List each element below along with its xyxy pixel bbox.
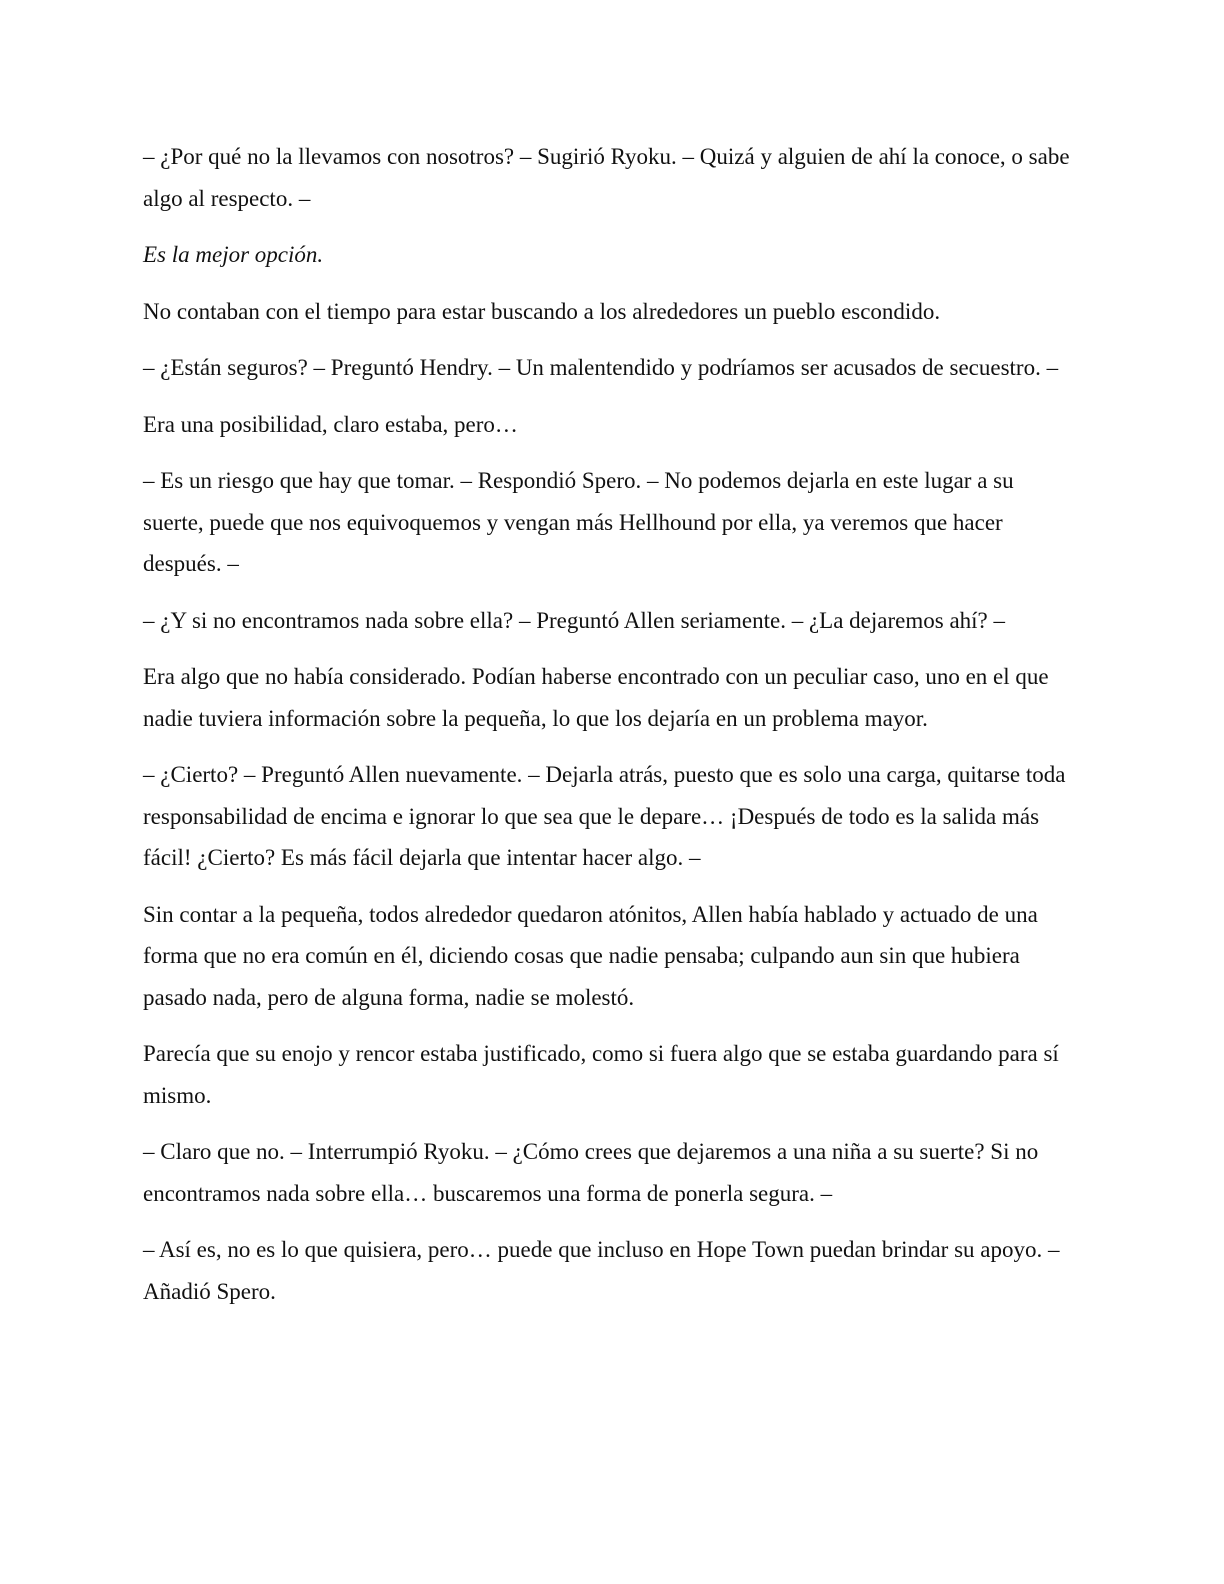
paragraph-4: – ¿Están seguros? – Preguntó Hendry. – Un malentendido y podríamos ser acusados de secuestro. –	[143, 355, 1059, 380]
paragraph-7: – ¿Y si no encontramos nada sobre ella? – Preguntó Allen seriamente. – ¿La dejaremos ahí? –	[143, 607, 1005, 633]
paragraph-1: – ¿Por qué no la llevamos con nosotros? – Sugirió Ryoku. – Quizá y alguien de ahí la conoce, o sabe algo al respecto. –	[143, 144, 1070, 211]
paragraph-9: – ¿Cierto? – Preguntó Allen nuevamente. – Dejarla atrás, puesto que es solo una carga, quitarse toda responsabilidad de encima e ignorar lo que sea que le depare… ¡Después de todo es la salida más fácil! ¿Cierto? Es más fácil dejarla que intentar hacer algo. –	[143, 762, 1066, 870]
paragraph-6: – Es un riesgo que hay que tomar. – Respondió Spero. – No podemos dejarla en este lugar a su suerte, puede que nos equivoquemos y vengan más Hellhound por ella, ya veremos que hacer después. –	[143, 468, 1014, 576]
paragraph-11: Parecía que su enojo y rencor estaba justificado, como si fuera algo que se estaba guardando para sí mismo.	[143, 1041, 1059, 1108]
paragraph-12: – Claro que no. – Interrumpió Ryoku. – ¿Cómo crees que dejaremos a una niña a su suerte? Si no encontramos nada sobre ella… buscaremos una forma de ponerla segura. –	[143, 1139, 1039, 1206]
paragraph-2-italic: Es la mejor opción.	[143, 242, 324, 267]
paragraph-13: – Así es, no es lo que quisiera, pero… puede que incluso en Hope Town puedan brindar su apoyo. – Añadió Spero.	[143, 1237, 1060, 1304]
paragraph-8: Era algo que no había considerado. Podían haberse encontrado con un peculiar caso, uno en el que nadie tuviera información sobre la pequeña, lo que los dejaría en un problema mayor.	[143, 664, 1049, 731]
paragraph-10: Sin contar a la pequeña, todos alrededor quedaron atónitos, Allen había hablado y actuado de una forma que no era común en él, diciendo cosas que nadie pensaba; culpando aun sin que hubiera pasado nada, pero de alguna forma, nadie se molestó.	[143, 901, 1038, 1010]
paragraph-5: Era una posibilidad, claro estaba, pero…	[143, 411, 518, 437]
paragraph-3: No contaban con el tiempo para estar buscando a los alrededores un pueblo escondido.	[143, 298, 941, 324]
